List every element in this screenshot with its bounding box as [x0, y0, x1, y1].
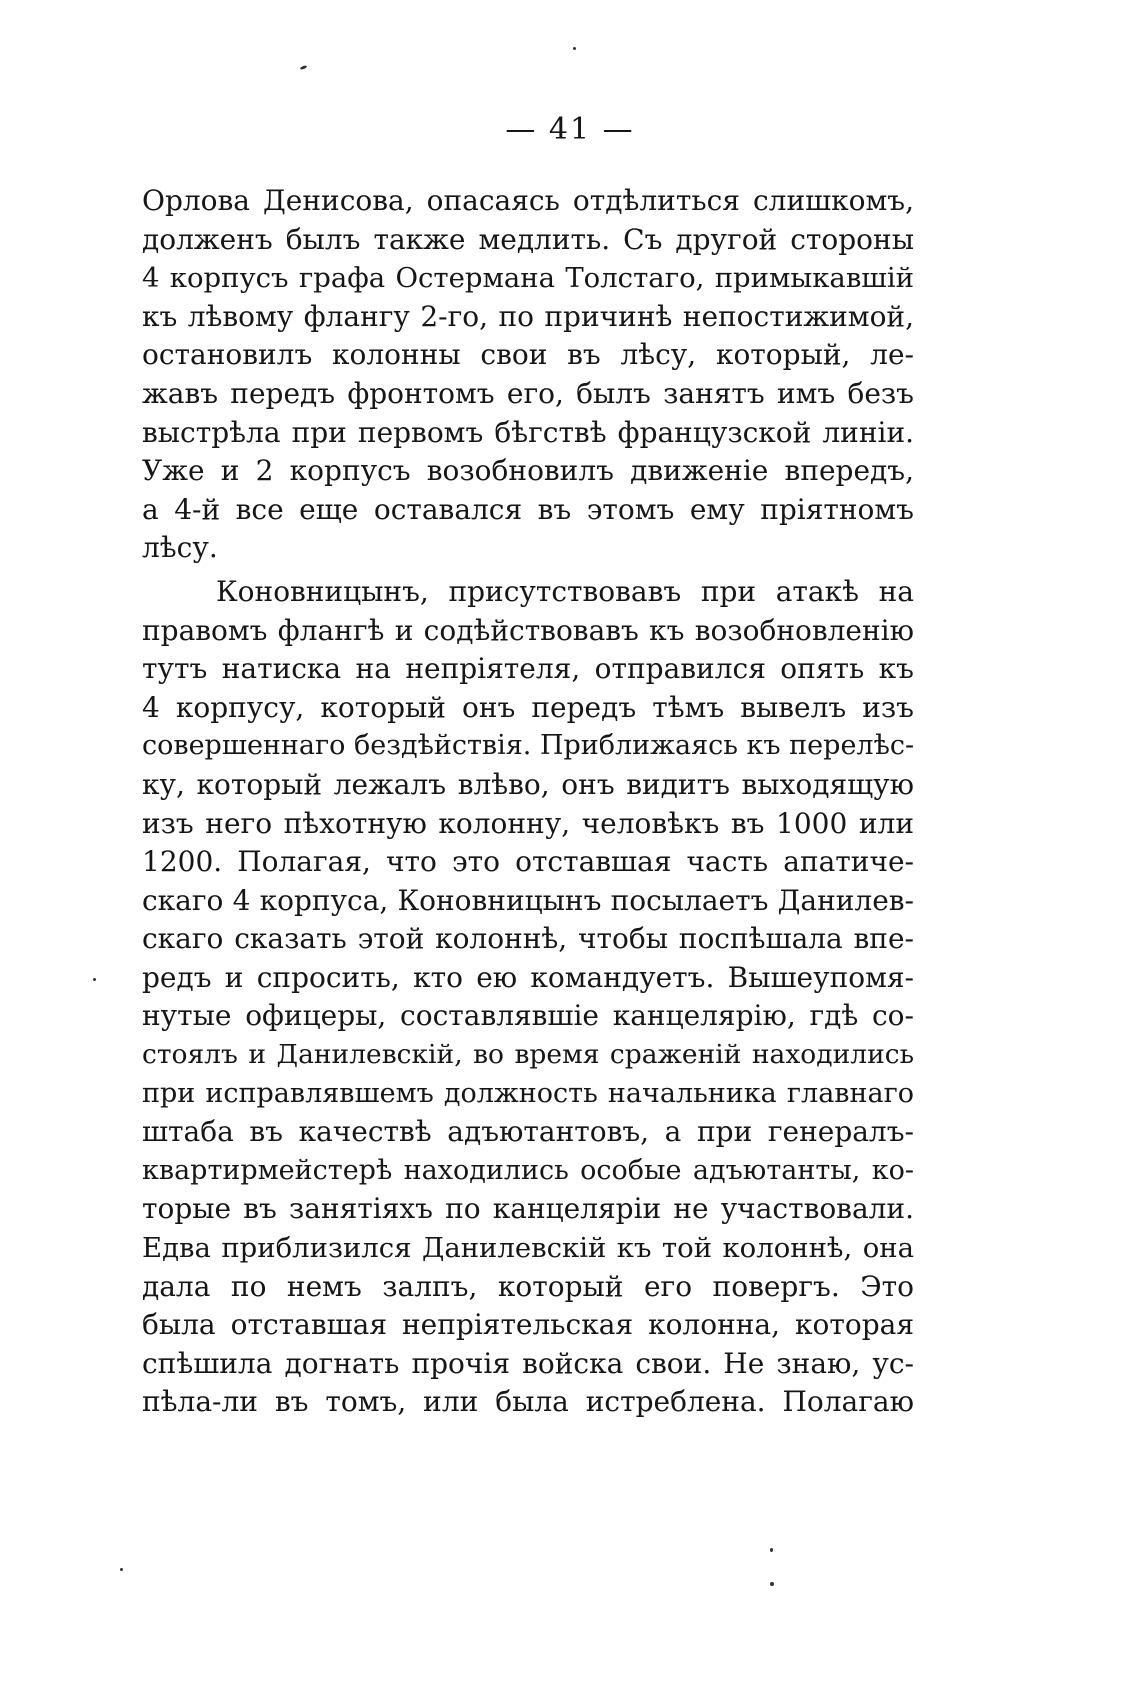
text-line: остановилъ колонны свои въ лѣсу, который, ле-	[142, 338, 914, 372]
text-line: жавъ передъ фронтомъ его, былъ занятъ имъ безъ	[142, 376, 914, 410]
text-line: скаго 4 корпуса, Коновницынъ посылаетъ Данилев-	[142, 883, 914, 917]
text-line: къ лѣвому флангу 2-го, по причинѣ непостижимой,	[142, 299, 914, 333]
text-line: 1200. Полагая, что это отставшая часть апатиче-	[142, 845, 914, 879]
text-line: 4 корпусу, который онъ передъ тѣмъ вывелъ изъ	[142, 690, 914, 724]
text-line: Уже и 2 корпусъ возобновилъ движеніе впередъ,	[142, 454, 914, 488]
text-line: торые въ занятіяхъ по канцеляріи не участвовали.	[142, 1192, 914, 1226]
text-line: редъ и спросить, кто ею командуетъ. Вышеупомя-	[142, 960, 914, 994]
text-line: Едва приблизился Данилевскій къ той колоннѣ, она	[142, 1232, 914, 1265]
text-line: Коновницынъ, присутствовавъ при атакѣ на	[216, 574, 914, 608]
text-line: при исправлявшемъ должность начальника главнаго	[142, 1077, 914, 1109]
paragraph	[142, 182, 914, 568]
scan-speck	[573, 47, 576, 50]
text-line: 4 корпусъ графа Остермана Толстаго, примыкавшій	[142, 262, 914, 295]
scan-speck	[120, 1568, 123, 1571]
text-line: скаго сказать этой колоннѣ, чтобы поспѣшала впе-	[142, 922, 914, 956]
text-line: выстрѣла при первомъ бѣгствѣ французской линіи.	[142, 415, 914, 449]
scan-speck	[300, 65, 308, 70]
text-line: пѣла-ли въ томъ, или была истреблена. Полагаю	[142, 1385, 914, 1419]
text-line: была отставшая непріятельская колонна, которая	[142, 1308, 914, 1342]
text-line: тутъ натиска на непріятеля, отправился опять къ	[142, 652, 914, 686]
text-line: Орлова Денисова, опасаясь отдѣлиться слишкомъ,	[142, 184, 914, 217]
text-line: долженъ былъ также медлить. Съ другой стороны	[142, 222, 914, 256]
text-line: стоялъ и Данилевскій, во время сраженій находились	[142, 1039, 914, 1071]
text-line: нутые офицеры, составлявшіе канцелярію, гдѣ со-	[142, 999, 914, 1033]
text-line: совершеннаго бездѣйствія. Приближаясь къ перелѣс-	[142, 730, 915, 762]
scan-speck	[770, 1582, 774, 1586]
page-number: — 41 —	[505, 112, 635, 147]
text-line: спѣшила догнать прочія войска свои. Не знаю, ус-	[142, 1346, 914, 1380]
body-text	[142, 182, 914, 1422]
text-line: дала по немъ залпъ, который его повергъ. Это	[142, 1269, 914, 1303]
scan-speck	[93, 978, 96, 981]
text-line: ку, который лежалъ влѣво, онъ видитъ выходящую	[142, 767, 914, 801]
text-line: изъ него пѣхотную колонну, человѣкъ въ 1000 или	[142, 806, 914, 840]
scan-speck	[770, 1548, 773, 1552]
text-line: квартирмейстерѣ находились особые адъютанты, ко-	[142, 1154, 914, 1186]
paragraph	[142, 573, 914, 1422]
text-line: а 4-й все еще оставался въ этомъ ему пріятномъ	[142, 492, 914, 526]
text-line: штаба въ качествѣ адъютантовъ, а при генералъ-	[142, 1115, 914, 1149]
text-line: лѣсу.	[142, 531, 218, 565]
text-line: правомъ флангѣ и содѣйствовавъ къ возобновленію	[142, 613, 914, 647]
